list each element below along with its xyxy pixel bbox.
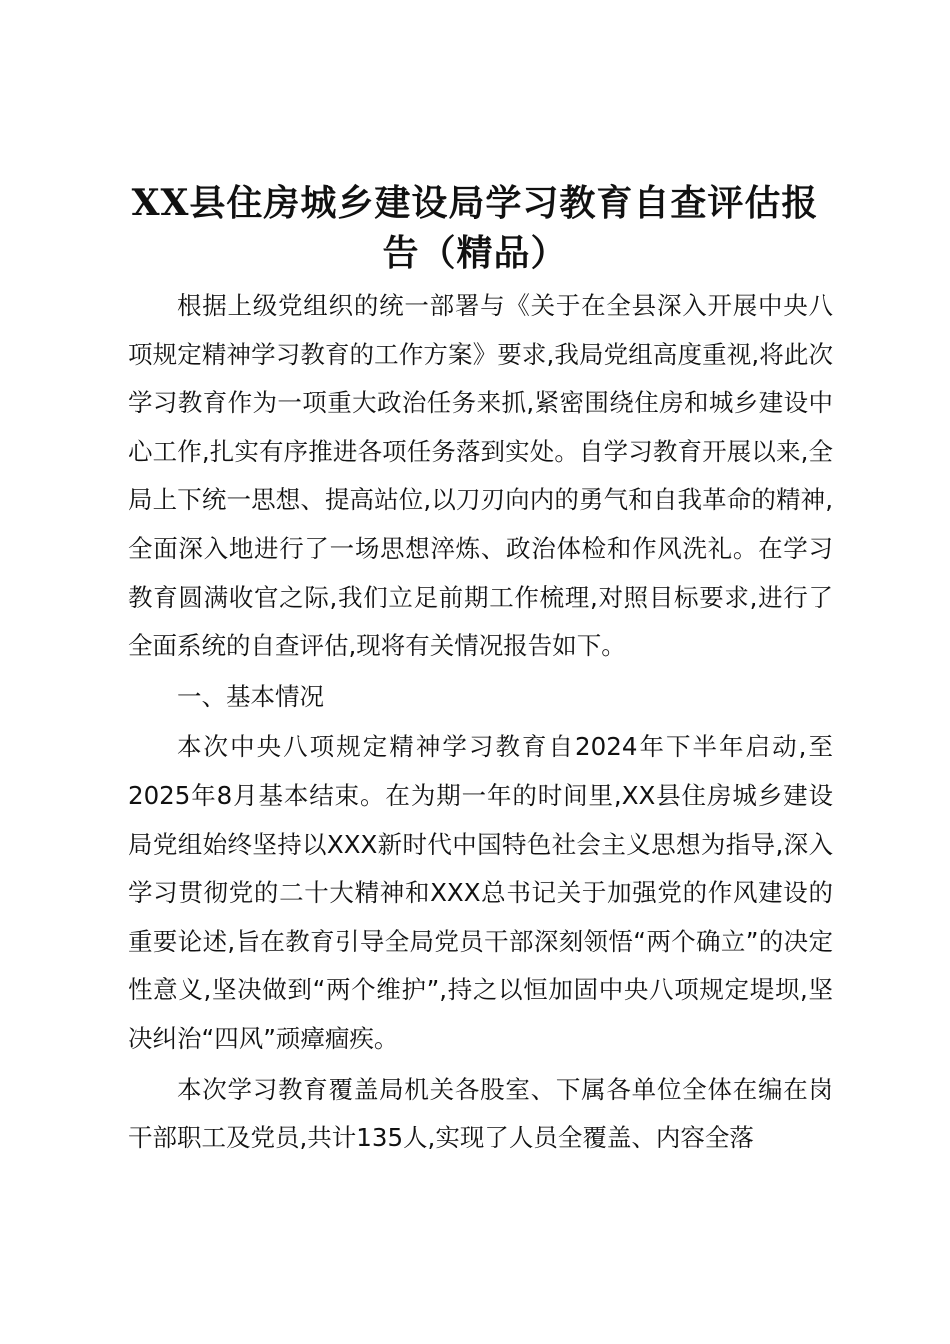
section-heading-basic-situation: 一、基本情况	[177, 681, 324, 711]
document-title: XX县住房城乡建设局学习教育自查评估报告（精品）	[131, 182, 819, 274]
basic-situation-paragraph: 本次中央八项规定精神学习教育自2024年下半年启动,至2025年8月基本结束。在为期一年的时间里,XX县住房城乡建设局党组始终坚持以XXX新时代中国特色社会主义思想为指导,深入学习贯彻党的二十大精神和XXX总书记关于加强党的作风建设的重要论述,旨在教育引导全局党员干部深刻领悟“两个确立”的决定性意义,坚决做到“两个维护”,持之以恒加固中央八项规定堤坝,坚决纠治“四风”顽瘴痼疾。	[128, 732, 833, 1053]
document-body	[128, 282, 833, 1163]
coverage-paragraph: 本次学习教育覆盖局机关各股室、下属各单位全体在编在岗干部职工及党员,共计135人,实现了人员全覆盖、内容全落	[128, 1074, 833, 1153]
intro-paragraph: 根据上级党组织的统一部署与《关于在全县深入开展中央八项规定精神学习教育的工作方案》要求,我局党组高度重视,将此次学习教育作为一项重大政治任务来抓,紧密围绕住房和城乡建设中心工作,扎实有序推进各项任务落到实处。自学习教育开展以来,全局上下统一思想、提高站位,以刀刃向内的勇气和自我革命的精神,全面深入地进行了一场思想淬炼、政治体检和作风洗礼。在学习教育圆满收官之际,我们立足前期工作梳理,对照目标要求,进行了全面系统的自查评估,现将有关情况报告如下。	[128, 291, 833, 661]
